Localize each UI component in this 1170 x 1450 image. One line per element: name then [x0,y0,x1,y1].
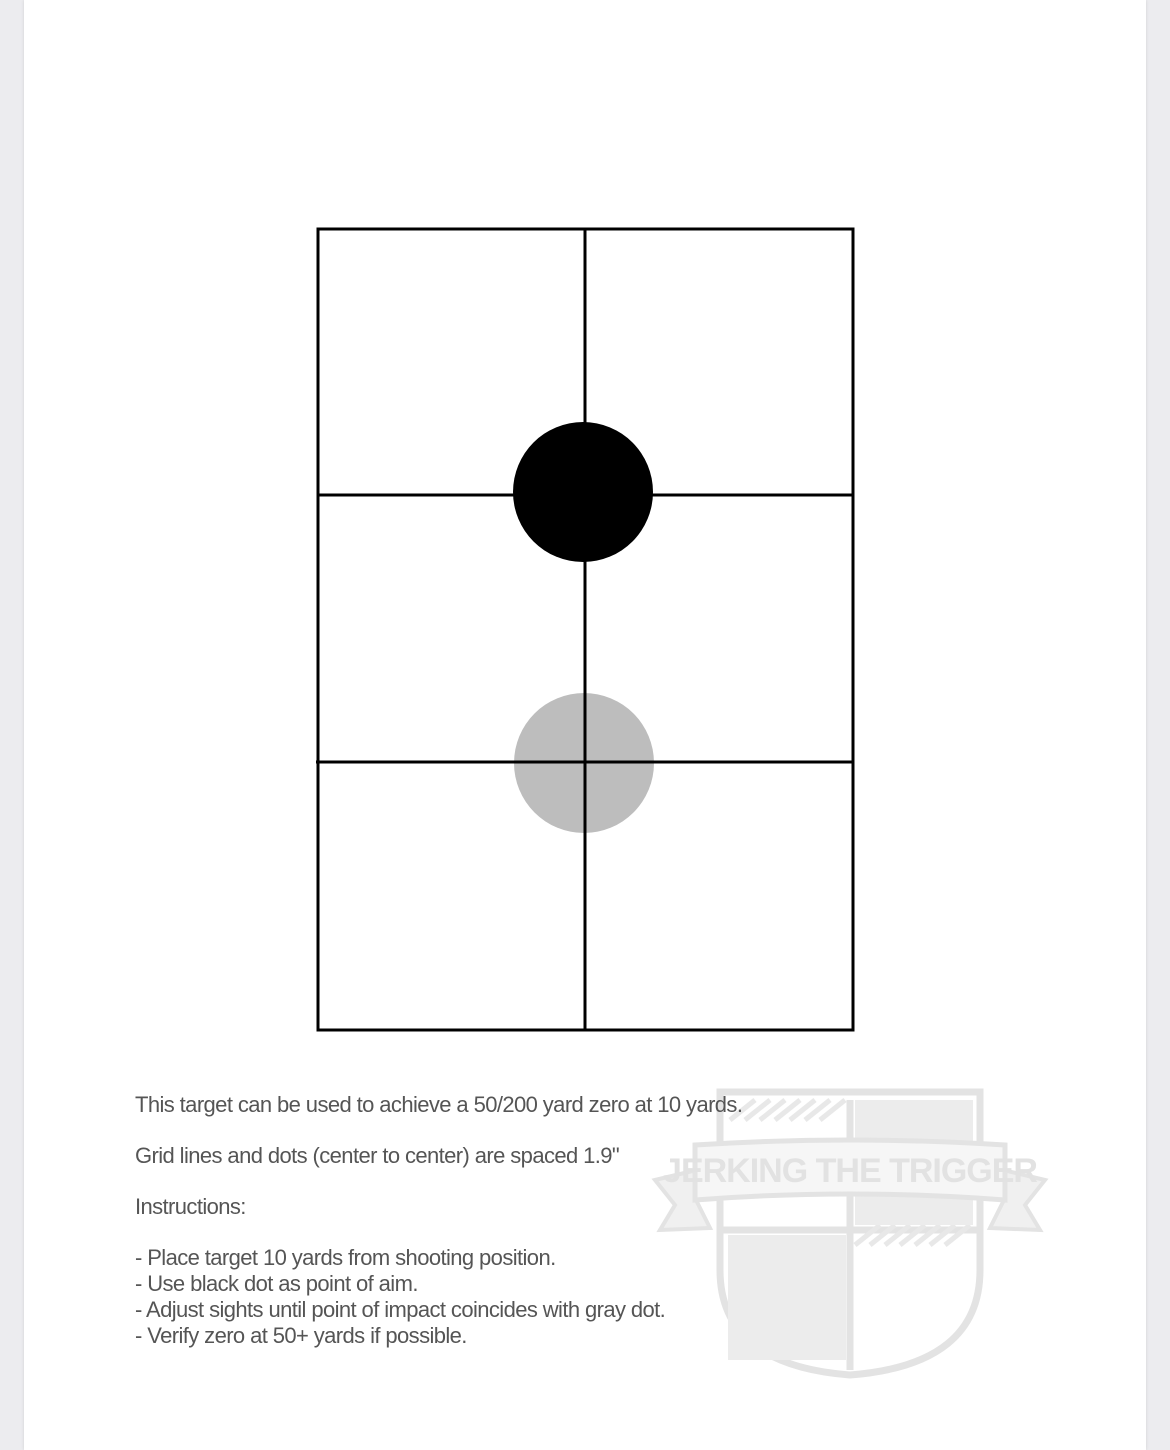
instruction-step: - Verify zero at 50+ yards if possible. [135,1323,467,1348]
watermark-text: JERKING THE TRIGGER [663,1152,1037,1190]
instruction-step: - Place target 10 yards from shooting position. [135,1245,556,1270]
instructions-heading: Instructions: [135,1194,246,1219]
spacing-description: Grid lines and dots (center to center) are spaced 1.9" [135,1143,620,1168]
aim-dot [513,422,653,562]
instruction-step: - Use black dot as point of aim. [135,1271,418,1296]
zero-description: This target can be used to achieve a 50/200 yard zero at 10 yards. [135,1092,743,1117]
instruction-step: - Adjust sights until point of impact coincides with gray dot. [135,1297,666,1322]
target-info [135,1092,742,1349]
